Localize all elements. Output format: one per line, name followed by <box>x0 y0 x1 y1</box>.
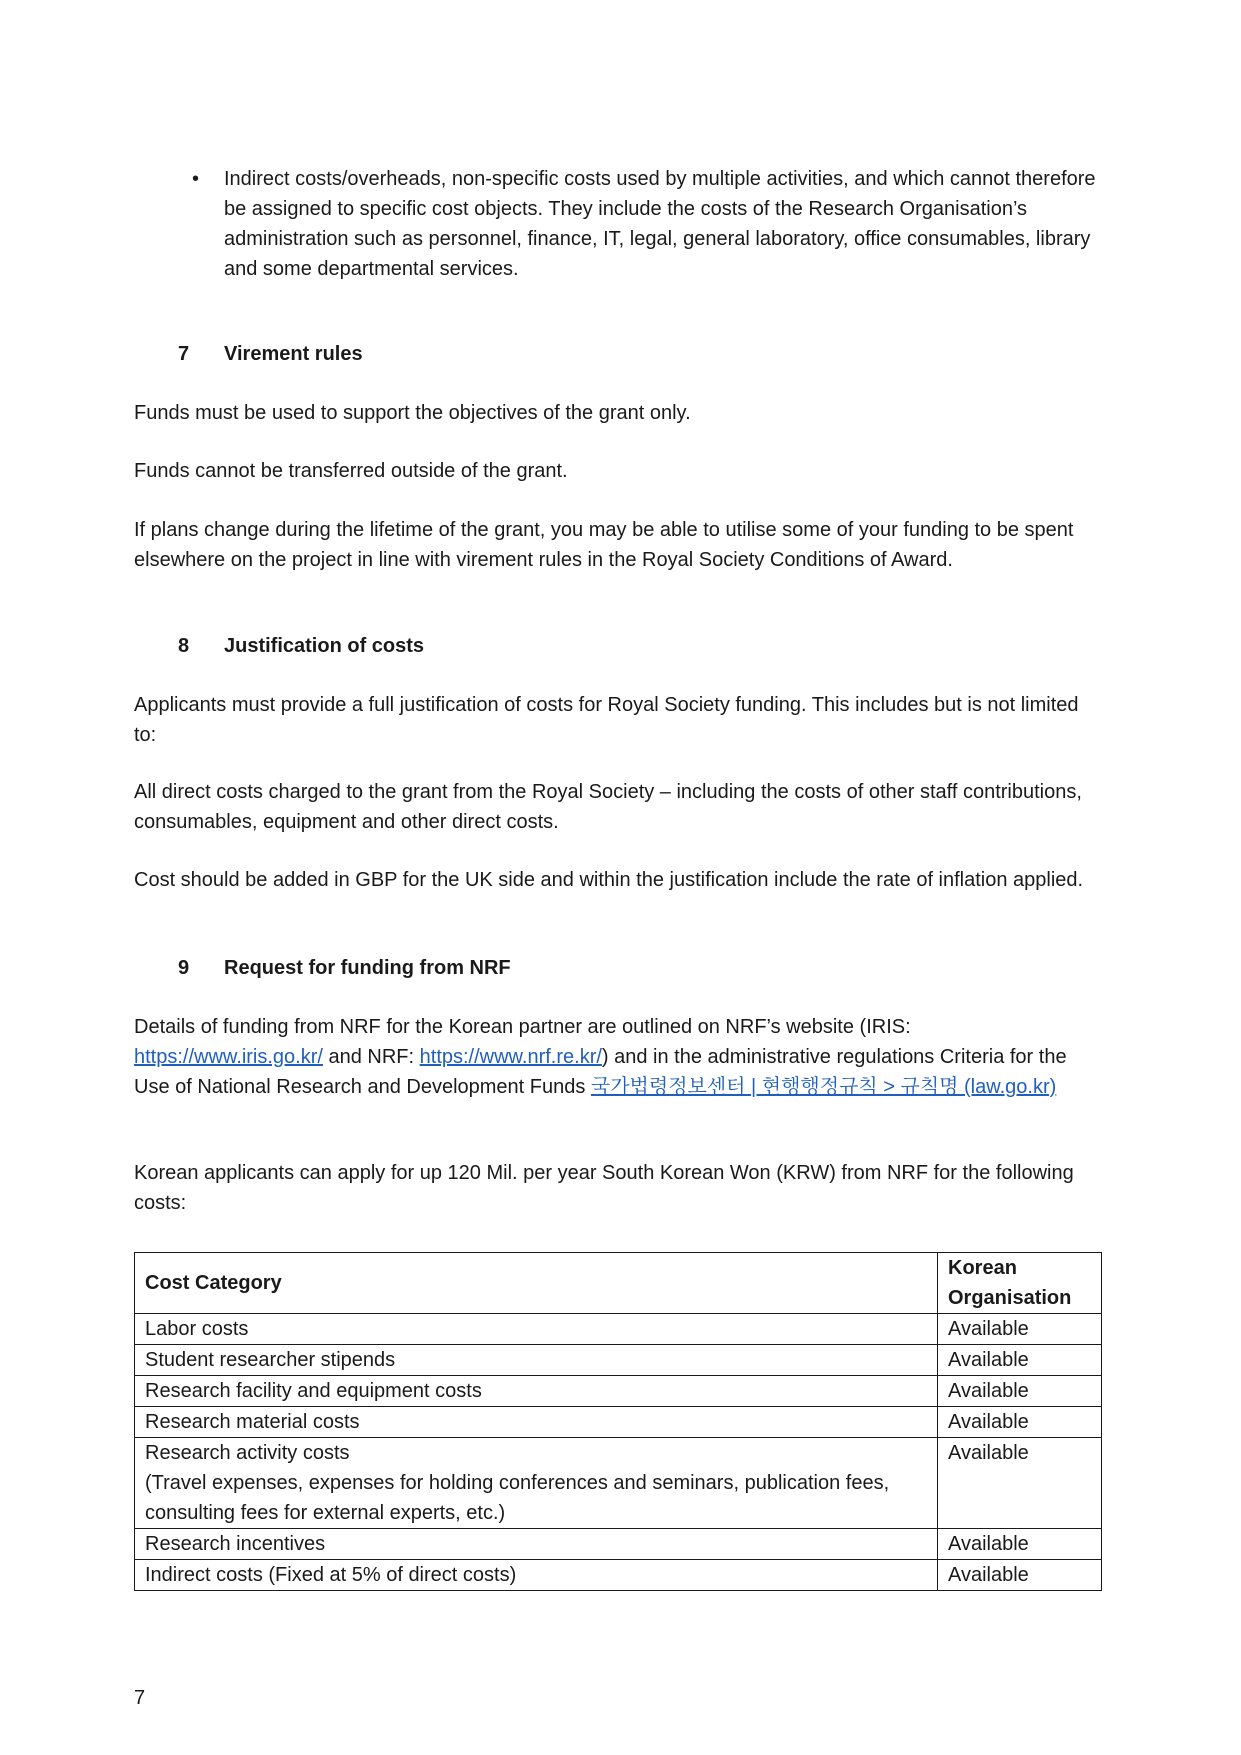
cost-table <box>134 1252 1102 1591</box>
section-number: 7 <box>178 343 190 365</box>
cell-availability: Available <box>938 1438 1102 1529</box>
law-link[interactable]: 국가법령정보센터 | 현행행정규칙 > 규칙명 (law.go.kr) <box>590 1076 1057 1098</box>
section-9-heading <box>178 953 511 983</box>
cell-availability: Available <box>938 1529 1102 1560</box>
cell-category: Indirect costs (Fixed at 5% of direct costs) <box>135 1560 938 1591</box>
bullet-symbol: • <box>192 168 200 190</box>
iris-link[interactable]: https://www.iris.go.kr/ <box>134 1046 323 1068</box>
table-row <box>135 1314 1102 1345</box>
cell-category: Student researcher stipends <box>135 1345 938 1376</box>
paragraph: If plans change during the lifetime of the grant, you may be able to utilise some of your funding to be spent elsewhere on the project in line with virement rules in the Royal Society Conditions of Award. <box>134 519 1074 571</box>
bullet-text: Indirect costs/overheads, non-specific costs used by multiple activities, and which cannot therefore be assigned to specific cost objects. They include the costs of the Research Organisation’s administration such as personnel, finance, IT, legal, general laboratory, office consumables, library and some departmental services. <box>224 168 1096 280</box>
paragraph: Funds cannot be transferred outside of the grant. <box>134 460 568 482</box>
column-header-korean-organisation: Korean Organisation <box>938 1253 1102 1314</box>
cell-availability: Available <box>938 1407 1102 1438</box>
section-8-heading <box>178 631 424 661</box>
table-row <box>135 1529 1102 1560</box>
section-title: Virement rules <box>224 343 363 365</box>
table-row <box>135 1376 1102 1407</box>
paragraph: Korean applicants can apply for up 120 Mil. per year South Korean Won (KRW) from NRF for the following costs: <box>134 1162 1074 1214</box>
cell-availability: Available <box>938 1560 1102 1591</box>
cell-category: Labor costs <box>135 1314 938 1345</box>
paragraph-nrf-details <box>134 1012 1094 1102</box>
paragraph: Cost should be added in GBP for the UK side and within the justification include the rate of inflation applied. <box>134 869 1084 891</box>
cell-category-note: (Travel expenses, expenses for holding conferences and seminars, publication fees, consulting fees for external experts, etc.) <box>145 1472 890 1524</box>
cell-category-title: Research activity costs <box>145 1442 350 1464</box>
nrf-link[interactable]: https://www.nrf.re.kr/ <box>419 1046 602 1068</box>
cell-availability: Available <box>938 1376 1102 1407</box>
section-title: Request for funding from NRF <box>224 957 511 979</box>
table-row <box>135 1345 1102 1376</box>
cell-category: Research facility and equipment costs <box>135 1376 938 1407</box>
text-run: Details of funding from NRF for the Korean partner are outlined on NRF’s website (IRIS: <box>134 1016 911 1038</box>
text-run: ) and in the administrative regulations Criteria for the Use of National Research and Development Funds <box>134 1046 1067 1098</box>
cell-availability: Available <box>938 1345 1102 1376</box>
paragraph: Applicants must provide a full justification of costs for Royal Society funding. This includes but is not limited to: <box>134 694 1079 746</box>
page-number: 7 <box>134 1687 146 1709</box>
cell-category: Research incentives <box>135 1529 938 1560</box>
table-header-row <box>135 1253 1102 1314</box>
paragraph: All direct costs charged to the grant from the Royal Society – including the costs of other staff contributions, consumables, equipment and other direct costs. <box>134 781 1082 833</box>
cell-category-multiline <box>135 1438 938 1529</box>
cell-category: Research material costs <box>135 1407 938 1438</box>
section-number: 9 <box>178 957 190 979</box>
table-row <box>135 1560 1102 1591</box>
table-row <box>135 1438 1102 1529</box>
cell-availability: Available <box>938 1314 1102 1345</box>
paragraph: Funds must be used to support the objectives of the grant only. <box>134 402 691 424</box>
column-header-cost-category: Cost Category <box>135 1253 938 1314</box>
section-7-heading <box>178 339 363 369</box>
section-number: 8 <box>178 635 190 657</box>
section-title: Justification of costs <box>224 635 425 657</box>
table-row <box>135 1407 1102 1438</box>
text-run: and NRF: <box>322 1046 420 1068</box>
